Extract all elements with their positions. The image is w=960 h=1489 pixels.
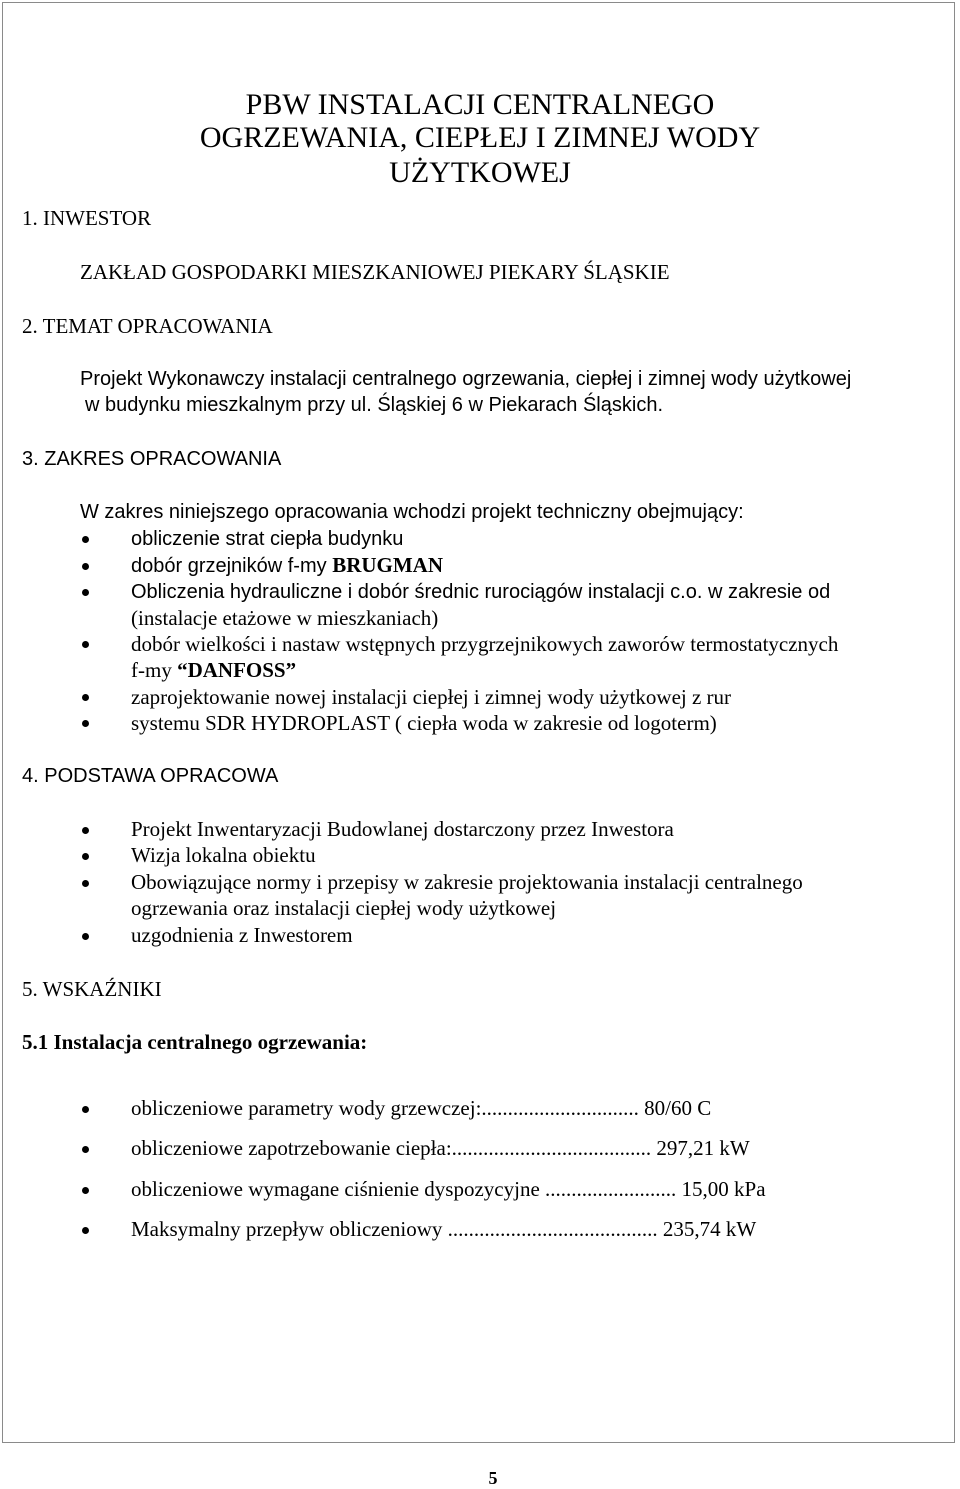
scope-item-1: obliczenie strat ciepła budynku: [131, 528, 404, 550]
scope-item-3-line-2: (instalacje etażowe w mieszkaniach): [131, 606, 439, 630]
bullet-icon: [82, 880, 89, 887]
scope-item-4-text: f-my: [131, 658, 178, 682]
bullet-icon: [82, 536, 89, 543]
section-3-heading: 3. ZAKRES OPRACOWANIA: [22, 448, 282, 470]
bullet-icon: [82, 641, 89, 648]
bullet-icon: [82, 853, 89, 860]
basis-item-2: Wizja lokalna obiektu: [131, 843, 316, 867]
document-title-line-1: PBW INSTALACJI CENTRALNEGO: [245, 88, 715, 121]
section-1-heading: 1. INWESTOR: [22, 206, 152, 230]
bullet-icon: [82, 1106, 89, 1113]
document-title-line-3: UŻYTKOWEJ: [389, 156, 571, 189]
bullet-icon: [82, 720, 89, 727]
bullet-icon: [82, 1187, 89, 1194]
danfoss-brand: “DANFOSS”: [177, 658, 297, 682]
bullet-icon: [82, 1146, 89, 1153]
scope-item-3-line-1: Obliczenia hydrauliczne i dobór średnic rurociągów instalacji c.o. w zakresie od: [131, 581, 831, 603]
document-title-line-2: OGRZEWANIA, CIEPŁEJ I ZIMNEJ WODY: [199, 121, 761, 154]
bullet-icon: [82, 933, 89, 940]
section-2-heading: 2. TEMAT OPRACOWANIA: [22, 314, 273, 338]
scope-item-2-text: dobór grzejników f-my: [131, 555, 333, 577]
indicator-supply-temperature: obliczeniowe parametry wody grzewczej:.............................. 80/60 C: [131, 1096, 712, 1120]
brugman-brand: BRUGMAN: [332, 553, 444, 577]
section-5-1-heading: 5.1 Instalacja centralnego ogrzewania:: [22, 1030, 368, 1054]
bullet-icon: [82, 827, 89, 834]
bullet-icon: [82, 563, 89, 570]
basis-item-3-line-2: ogrzewania oraz instalacji ciepłej wody użytkowej: [131, 896, 557, 920]
page-number: 5: [488, 1468, 498, 1488]
section-4-heading: 4. PODSTAWA OPRACOWA: [22, 765, 279, 787]
section-5-heading: 5. WSKAŹNIKI: [22, 977, 162, 1001]
basis-item-4: uzgodnienia z Inwestorem: [131, 923, 353, 947]
scope-item-4-line-2: [131, 657, 296, 683]
indicator-max-flow: Maksymalny przepływ obliczeniowy ........................................ 235,74 kW: [131, 1217, 757, 1241]
scope-item-2: [131, 552, 443, 579]
investor-name: ZAKŁAD GOSPODARKI MIESZKANIOWEJ PIEKARY ŚLĄSKIE: [80, 260, 670, 284]
indicator-heat-demand: obliczeniowe zapotrzebowanie ciepła:...................................... 297,21 kW: [131, 1136, 750, 1160]
basis-item-1: Projekt Inwentaryzacji Budowlanej dostarczony przez Inwestora: [131, 817, 674, 841]
bullet-icon: [82, 1227, 89, 1234]
topic-line-2: w budynku mieszkalnym przy ul. Śląskiej 6 w Piekarach Śląskich.: [85, 394, 663, 416]
bullet-icon: [82, 589, 89, 596]
scope-item-5-line-1: zaprojektowanie nowej instalacji ciepłej i zimnej wody użytkowej z rur: [131, 685, 732, 709]
topic-line-1: Projekt Wykonawczy instalacji centralnego ogrzewania, ciepłej i zimnej wody użytkowej: [80, 368, 852, 390]
scope-item-5-line-2: systemu SDR HYDROPLAST ( ciepła woda w zakresie od logoterm): [131, 711, 717, 735]
indicator-required-pressure: obliczeniowe wymagane ciśnienie dyspozycyjne ......................... 15,00 kPa: [131, 1177, 766, 1201]
scope-intro: W zakres niniejszego opracowania wchodzi projekt techniczny obejmujący:: [80, 501, 744, 523]
basis-item-3-line-1: Obowiązujące normy i przepisy w zakresie projektowania instalacji centralnego: [131, 870, 803, 894]
bullet-icon: [82, 694, 89, 701]
scope-item-4-line-1: dobór wielkości i nastaw wstępnych przygrzejnikowych zaworów termostatycznych: [131, 632, 839, 656]
